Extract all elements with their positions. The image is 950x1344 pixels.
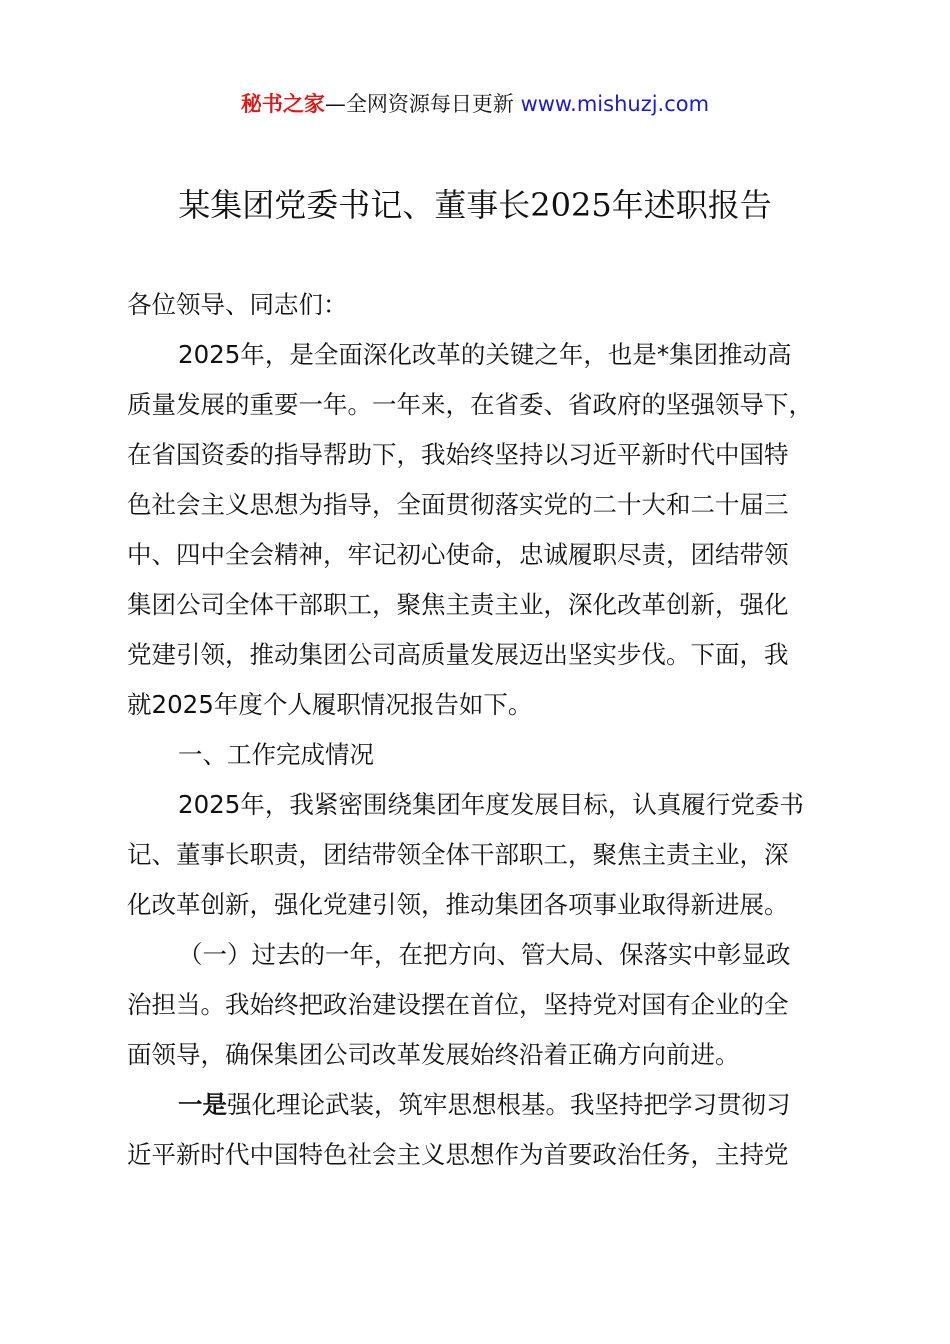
point-one-line xyxy=(127,1080,839,1130)
document-title: 某集团党委书记、董事长2025年述职报告 xyxy=(178,186,772,224)
paragraph-line: 2025年，是全面深化改革的关键之年，也是*集团推动高 xyxy=(178,340,792,369)
paragraph-line: 就2025年度个人履职情况报告如下。 xyxy=(127,690,533,719)
document-body xyxy=(127,280,839,1180)
brand-name: 秘书之家 xyxy=(240,92,325,116)
point-one-text: 强化理论武装，筑牢思想根基。我坚持把学习贯彻习 xyxy=(227,1090,791,1119)
paragraph-line: 中、四中全会精神，牢记初心使命，忠诚履职尽责，团结带领 xyxy=(127,540,789,569)
section-heading: 一、工作完成情况 xyxy=(178,740,374,769)
paragraph-line: 近平新时代中国特色社会主义思想作为首要政治任务，主持党 xyxy=(127,1140,789,1169)
site-banner xyxy=(0,88,950,120)
paragraph-line: 质量发展的重要一年。一年来，在省委、省政府的坚强领导下， xyxy=(127,390,813,419)
subsection-heading-line: （一）过去的一年，在把方向、管大局、保落实中彰显政 xyxy=(178,940,791,969)
banner-tagline: —全网资源每日更新 xyxy=(324,92,514,116)
paragraph-line: 集团公司全体干部职工，聚焦主责主业，深化改革创新，强化 xyxy=(127,590,789,619)
paragraph-line: 党建引领，推动集团公司高质量发展迈出坚实步伐。下面，我 xyxy=(127,640,789,669)
paragraph-line: 治担当。我始终把政治建设摆在首位，坚持党对国有企业的全 xyxy=(127,990,789,1019)
paragraph-line: 面领导，确保集团公司改革发展始终沿着正确方向前进。 xyxy=(127,1040,740,1069)
paragraph-line: 色社会主义思想为指导，全面贯彻落实党的二十大和二十届三 xyxy=(127,490,789,519)
paragraph-line: 在省国资委的指导帮助下，我始终坚持以习近平新时代中国特 xyxy=(127,440,789,469)
paragraph-line: 2025年，我紧密围绕集团年度发展目标，认真履行党委书 xyxy=(178,790,804,819)
point-one-label: 一是 xyxy=(178,1090,227,1119)
salutation: 各位领导、同志们： xyxy=(127,290,348,319)
site-url-link[interactable]: www.mishuzj.com xyxy=(520,92,710,116)
paragraph-line: 化改革创新，强化党建引领，推动集团各项事业取得新进展。 xyxy=(127,890,789,919)
paragraph-line: 记、董事长职责，团结带领全体干部职工，聚焦主责主业，深 xyxy=(127,840,789,869)
